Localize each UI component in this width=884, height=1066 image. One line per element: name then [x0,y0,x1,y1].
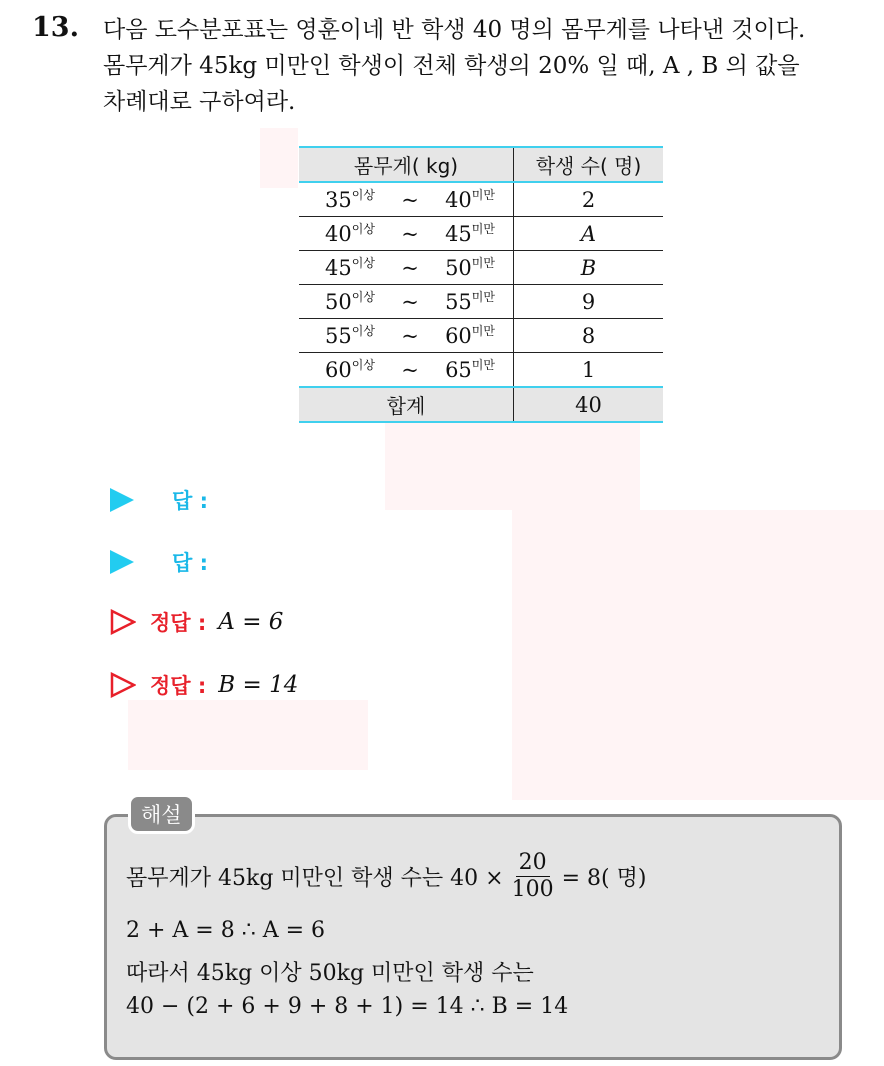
above-suffix: 이상 [351,187,375,202]
range-tilde: ~ [401,289,419,314]
header-weight: 몸무게( kg) [299,147,514,182]
count-cell: B [514,251,664,285]
above-suffix: 이상 [351,221,375,236]
range-from: 35 [325,187,352,212]
above-suffix: 이상 [351,323,375,338]
explanation-line [126,850,646,903]
count-cell: 1 [514,353,664,388]
answer-label: 답 : [172,551,208,575]
range-from: 40 [325,221,352,246]
range-to: 60 [445,323,472,348]
above-suffix: 이상 [351,289,375,304]
range-from: 45 [325,255,352,280]
explanation-text: = 8( 명) [561,866,647,891]
count-cell: 8 [514,319,664,353]
table-total-row [299,387,663,422]
range-cell [299,353,514,388]
table-row [299,285,663,319]
table-row [299,182,663,217]
range-from: 60 [325,357,352,382]
answer-row [110,485,208,515]
range-to: 50 [445,255,472,280]
table-row [299,217,663,251]
range-cell [299,251,514,285]
range-from: 55 [325,323,352,348]
range-cell [299,217,514,251]
range-tilde: ~ [401,357,419,382]
key-value: A = 6 [218,609,284,635]
range-cell [299,285,514,319]
key-value: B = 14 [218,672,299,698]
explanation-line: 2 + A = 8 ∴ A = 6 [126,918,326,943]
frequency-table [299,146,663,423]
range-tilde: ~ [401,187,419,212]
table-row [299,251,663,285]
count-cell: A [514,217,664,251]
answer-label: 답 : [172,489,208,513]
range-tilde: ~ [401,255,419,280]
below-suffix: 미만 [471,357,495,372]
question-line: 다음 도수분포표는 영훈이네 반 학생 40 명의 몸무게를 나타낸 것이다. [103,17,806,43]
total-value: 40 [514,387,664,422]
key-label: 정답 : [150,674,207,698]
table-header-row [299,147,663,182]
range-to: 40 [445,187,472,212]
background-tint [260,128,298,188]
question-line: 몸무게가 45kg 미만인 학생이 전체 학생의 20% 일 때, A , B 의 값을 [103,53,800,79]
background-tint [385,420,640,510]
range-tilde: ~ [401,323,419,348]
below-suffix: 미만 [471,187,495,202]
range-from: 50 [325,289,352,314]
below-suffix: 미만 [471,255,495,270]
outline-triangle-icon [110,672,136,698]
above-suffix: 이상 [351,255,375,270]
explanation-tab: 해설 [128,794,195,834]
background-tint [512,510,884,800]
fraction [512,850,554,903]
total-label: 합계 [299,387,514,422]
table-row [299,353,663,388]
explanation-line: 40 − (2 + 6 + 9 + 8 + 1) = 14 ∴ B = 14 [126,994,569,1019]
below-suffix: 미만 [471,289,495,304]
range-to: 45 [445,221,472,246]
question-line: 차례대로 구하여라. [103,89,296,115]
background-tint [128,700,368,770]
range-to: 65 [445,357,472,382]
key-label: 정답 : [150,611,207,635]
answer-row [110,547,208,577]
question-number: 13. [32,12,79,43]
outline-triangle-icon [110,609,136,635]
explanation-line: 따라서 45kg 이상 50kg 미만인 학생 수는 [126,961,534,986]
range-cell [299,182,514,217]
range-tilde: ~ [401,221,419,246]
key-answer-row [110,607,283,637]
header-count: 학생 수( 명) [514,147,664,182]
explanation-text: 몸무게가 45kg 미만인 학생 수는 40 × [126,866,504,891]
below-suffix: 미만 [471,323,495,338]
range-to: 55 [445,289,472,314]
play-triangle-icon [110,550,134,574]
range-cell [299,319,514,353]
fraction-numerator: 20 [516,850,550,877]
below-suffix: 미만 [471,221,495,236]
key-answer-row [110,670,298,700]
fraction-denominator: 100 [511,877,554,902]
above-suffix: 이상 [351,357,375,372]
play-triangle-icon [110,488,134,512]
count-cell: 9 [514,285,664,319]
count-cell: 2 [514,182,664,217]
question-text [103,12,873,120]
table-row [299,319,663,353]
